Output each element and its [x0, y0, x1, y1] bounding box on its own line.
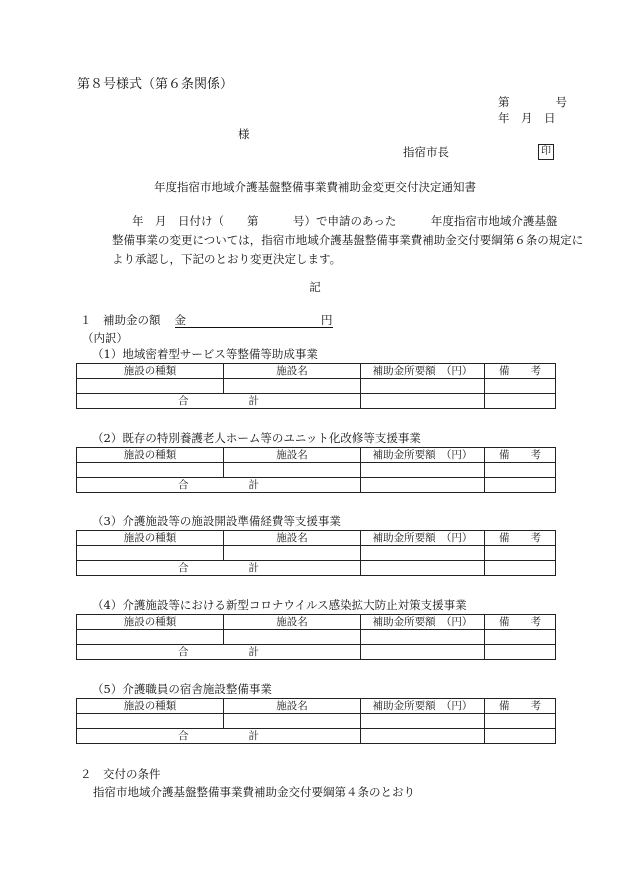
yen-label: 円 — [321, 313, 333, 327]
header-cell: 施設の種類 — [77, 364, 224, 379]
table-header-row — [77, 699, 556, 714]
header-cell: 補助金所要額 （円） — [361, 531, 485, 546]
header-cell: 備 考 — [485, 699, 556, 714]
total-row — [77, 645, 556, 660]
table-header-row — [77, 615, 556, 630]
section-1-amount — [80, 315, 333, 328]
document-date: 年 月 日 — [498, 111, 556, 125]
total-row — [77, 478, 556, 493]
breakdown-table — [76, 363, 556, 409]
table-row — [77, 630, 556, 645]
table-row — [77, 463, 556, 478]
header-cell: 補助金所要額 （円） — [361, 699, 485, 714]
header-cell: 補助金所要額 （円） — [361, 615, 485, 630]
header-cell: 施設名 — [224, 364, 361, 379]
table-header-row — [77, 448, 556, 463]
issuer: 指宿市長 — [403, 145, 449, 159]
header-cell: 備 考 — [485, 448, 556, 463]
subsection-heading: （2）既存の特別養護老人ホーム等のユニット化改修等支援事業 — [92, 431, 421, 445]
total-label: 合 計 — [77, 561, 361, 576]
header-cell: 施設の種類 — [77, 699, 224, 714]
total-row — [77, 561, 556, 576]
breakdown-table — [76, 614, 556, 660]
table-row — [77, 714, 556, 729]
subsection-heading: （3）介護施設等の施設開設準備経費等支援事業 — [92, 514, 341, 528]
amount-field — [175, 315, 333, 328]
total-label: 合 計 — [77, 478, 361, 493]
section-2-text: 指宿市地域介護基盤整備事業費補助金交付要綱第４条のとおり — [93, 785, 415, 799]
header-cell: 補助金所要額 （円） — [361, 364, 485, 379]
header-cell: 備 考 — [485, 364, 556, 379]
body-line: より承認し，下記のとおり変更決定します。 — [112, 252, 342, 266]
breakdown-table — [76, 698, 556, 744]
total-label: 合 計 — [77, 645, 361, 660]
header-cell: 施設名 — [224, 699, 361, 714]
breakdown-table — [76, 447, 556, 493]
total-label: 合 計 — [77, 729, 361, 744]
header-cell: 施設の種類 — [77, 448, 224, 463]
breakdown-table — [76, 530, 556, 576]
header-cell: 備 考 — [485, 615, 556, 630]
header-cell: 備 考 — [485, 531, 556, 546]
body-line: 年 月 日付け（ 第 号）で申請のあった 年度指宿市地域介護基盤 — [132, 214, 558, 228]
addressee: 様 — [238, 127, 250, 141]
total-label: 合 計 — [77, 394, 361, 409]
section-1-label: １ 補助金の額 — [80, 313, 161, 327]
header-cell: 施設の種類 — [77, 531, 224, 546]
breakdown-label: （内訳） — [82, 331, 128, 345]
header-cell: 施設名 — [224, 531, 361, 546]
header-cell: 補助金所要額 （円） — [361, 448, 485, 463]
table-header-row — [77, 364, 556, 379]
seal-mark: 印 — [538, 144, 554, 160]
total-row — [77, 729, 556, 744]
table-header-row — [77, 531, 556, 546]
table-row — [77, 546, 556, 561]
kin-label: 金 — [174, 313, 186, 327]
subsection-heading: （1）地域密着型サービス等整備等助成事業 — [92, 347, 318, 361]
table-row — [77, 379, 556, 394]
header-cell: 施設名 — [224, 448, 361, 463]
notice-body — [112, 212, 587, 269]
section-2-label: ２ 交付の条件 — [80, 767, 161, 781]
document-number: 第 号 — [498, 95, 567, 109]
body-line: 整備事業の変更については，指宿市地域介護基盤整備事業費補助金交付要綱第６条の規定に — [112, 233, 584, 247]
header-cell: 施設名 — [224, 615, 361, 630]
total-row — [77, 394, 556, 409]
subsection-heading: （4）介護施設等における新型コロナウイルス感染拡大防止対策支援事業 — [92, 598, 467, 612]
ki-heading: 記 — [309, 280, 321, 294]
subsection-heading: （5）介護職員の宿舎施設整備事業 — [92, 682, 272, 696]
form-number: 第８号様式（第６条関係） — [77, 77, 234, 92]
document-title: 年度指宿市地域介護基盤整備事業費補助金変更交付決定通知書 — [154, 180, 476, 194]
header-cell: 施設の種類 — [77, 615, 224, 630]
